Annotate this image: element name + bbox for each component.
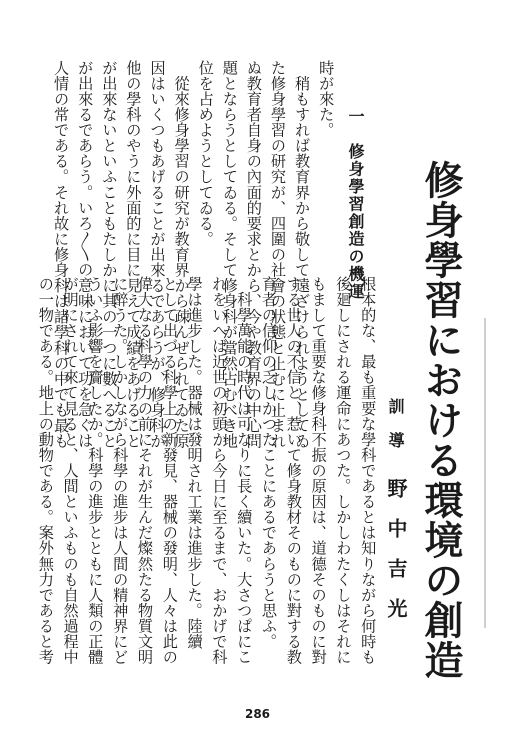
text-line: もまして重要な修身科不振の原因は、道德そのものに對	[309, 276, 328, 665]
text-line: が明にされて來て見ると、人間といふものも自然過程中	[61, 276, 80, 665]
text-line: 因はいくつもあげることが出來るであらうが、修身科が	[148, 60, 167, 449]
scan-artifact-line	[484, 318, 486, 628]
text-line: の一物である。地上の動物である。案外無力であると考	[36, 276, 55, 665]
text-line: 他の學科のやうに外面的に目に見えて成績をあげること	[124, 60, 143, 449]
text-line: として出づる科學上の新發見、器械の發明、人々は此の	[160, 276, 179, 665]
text-line: ぬ教育者自身の內面的要求とから、今や教育界の中心問	[244, 60, 263, 449]
text-line: れをいへば近世の初頭から今日に至るまで、おかげで科	[210, 276, 229, 665]
text-line: 人情の常である。それ故に修身科は諸學科の中でも最も	[52, 60, 71, 449]
text-line: が出來るであらう。いろ〳〵の意味において功を急ぐは	[76, 60, 95, 449]
text-line: が出來ないといふこともたしかに其の一つに數へること	[100, 60, 119, 449]
text-line: 學は進步した。器械は發明され工業は進步した。陸續	[185, 276, 204, 650]
text-line: 題とならうとしてゐる。そして修身科が當然占むべき地	[220, 60, 239, 449]
text-line: 後廻しにされる運命にあつた。しかしわたくしはそれに	[334, 276, 353, 665]
text-line: 偉大なる科學の力の前にそれが生んだ燦然たる物質文明	[136, 276, 154, 665]
section-heading: 一 修身學習創造の機運	[346, 108, 365, 301]
author-role: 訓導	[386, 398, 405, 466]
text-line: 科學萬能の時代は可なりに長く續いた。大さつぱにこ	[235, 276, 254, 665]
text-line: する世人の不信と、惹いて修身教材そのものに對する教	[284, 276, 303, 665]
text-line: 根本的な、最も重要な學科であるとは知りながら何時も	[359, 276, 378, 665]
text-line: 從來修身學習の研究が教育界から疎んぜられてゐた原	[172, 60, 191, 449]
text-line: ういふ影響を齎したか。科學の進步とともに人類の正體	[86, 276, 105, 665]
text-line: 稍もすれば教育界から敬して遠ざけられようとしてゐ	[293, 60, 312, 449]
author-name: 野中吉光	[384, 478, 408, 638]
text-line: た修身學習の研究が、四圍の社會の狀態と止むに止まれ	[269, 60, 287, 449]
text-line: 育者の信仰の乏しかつたことにあるであらうと思ふ。	[260, 276, 278, 650]
page-number: 286	[244, 707, 271, 721]
text-line: 時が來た。	[317, 60, 336, 138]
text-line: 位を占めようとしてゐる。	[196, 60, 215, 247]
text-line: に醉うた。しかしながら科學の進步は人間の精神界にど	[111, 276, 130, 665]
article-title: 修身學習における環境の創造	[418, 160, 463, 680]
